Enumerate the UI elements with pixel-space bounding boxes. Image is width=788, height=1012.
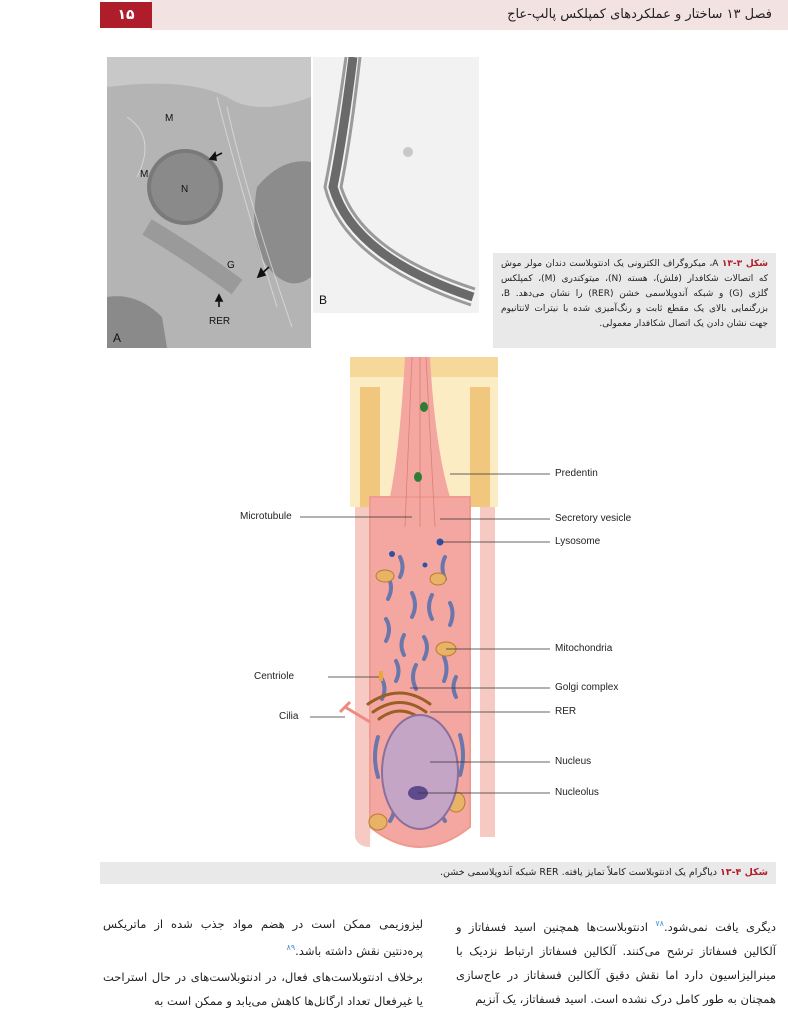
body-paragraph-right [456,912,776,1011]
body-column-left [103,912,423,1012]
figure-2-text: دیاگرام یک ادنتوبلاست کاملاً تمایز یافته. RER شبکه آندوپلاسمی خشن. [439,867,720,878]
panel-b-letter: B [319,293,328,307]
panel-a-letter: A [113,331,122,345]
label-centriole: Centriole [254,671,295,682]
page-header [0,0,788,30]
footnote-ref-78[interactable]: ۷۸ [655,919,664,928]
label-lysosome: Lysosome [555,536,601,547]
label-mitochondria-1: M [165,113,174,124]
label-golgi-complex: Golgi complex [555,682,619,693]
label-mitochondria: Mitochondria [555,643,613,654]
label-golgi: G [227,260,235,271]
body-text-right-2: ادنتوبلاست‌ها همچنین اسید فسفاتاز و آلکالین فسفاتاز ترشح می‌کنند. آلکالین فسفاتاز ارتباط نزدیک با مینرالیزاسیون دارد اما نقش دقیق آلکالین فسفاتاز در عاج‌سازی همچنان به طور کامل درک نشده است. اسید فسفاتاز، یک آنزیم [456,919,776,1006]
label-rer: RER [209,316,231,327]
figure-1-label: شکل ۳-۱۳ [721,259,768,269]
label-microtubule: Microtubule [240,511,292,522]
footnote-ref-89[interactable]: ۸۹ [286,943,296,952]
figure-1-text: A، میکروگراف الکترونی یک ادنتوبلاست دندان مولر موش که اتصالات شکافدار (فلش)، هسته (N)، میتوکندری (M)، کمپلکس گلژی (G) و شبکه آندوپلاسمی خشن (RER) را نشان می‌دهد. B، بزرگنمایی بالای یک مقطع ثابت و رنگ‌آمیزی شده با نیترات لانتانیوم جهت نشان دادن یک اتصال شکافدار معمولی. [501,259,768,329]
body-text-left-1: لیزوزیمی ممکن است در هضم مواد جذب شده از ماتریکس پره‌دنتین نقش داشته باشد. [103,917,423,958]
label-mitochondria-2: M [140,169,149,180]
chapter-title: فصل ۱۳ ساختار و عملکردهای کمپلکس پالپ-عاج [507,7,772,22]
micrograph-panel-b [313,57,479,313]
label-rer: RER [555,706,577,717]
micrograph-b-image [313,57,479,313]
label-nucleus: Nucleus [555,756,592,767]
label-nucleus: N [181,184,189,195]
label-predentin: Predentin [555,468,598,479]
body-paragraph-left-1 [103,912,423,963]
figure-2-caption [100,862,776,884]
label-cilia: Cilia [279,711,299,722]
label-secretory-vesicle: Secretory vesicle [555,513,632,524]
body-column-right [456,912,776,1012]
body-paragraph-left-2: برخلاف ادنتوبلاست‌های فعال، در ادنتوبلاست‌های در حال استراحت یا غیرفعال تعداد ارگانل‌ها کاهش می‌یابد و ممکن است به [103,969,423,1008]
body-text-right-1: دیگری یافت نمی‌شود. [663,919,776,934]
micrograph-panel-a [107,57,311,348]
page-number: ۱۵ [100,2,152,28]
label-nucleolus: Nucleolus [555,787,599,798]
micrograph-a-image [107,57,311,348]
figure-2-label: شکل ۴-۱۳ [719,867,768,878]
odontoblast-diagram [100,357,780,862]
odontoblast-illustration [100,357,780,862]
figure-1-caption [493,253,776,348]
